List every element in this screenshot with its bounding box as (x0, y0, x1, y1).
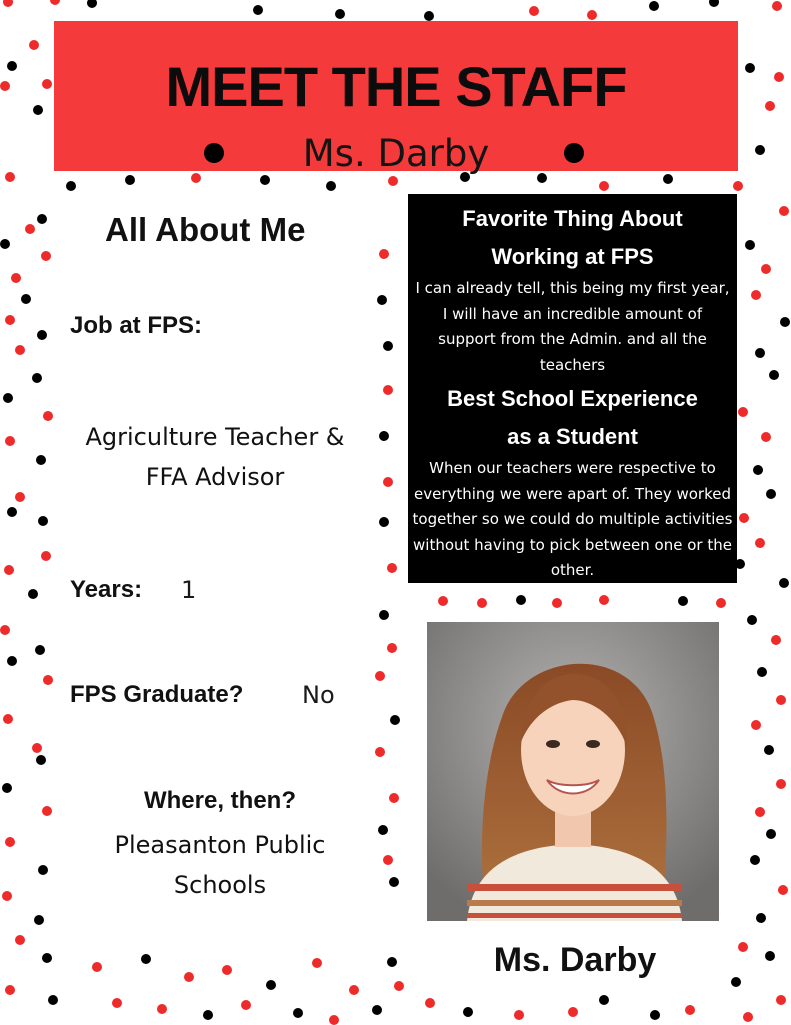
where-value (70, 825, 370, 905)
header-banner (54, 21, 738, 175)
decorative-dot (516, 595, 526, 605)
decorative-dot (241, 1000, 251, 1010)
decorative-dot (774, 72, 784, 82)
decorative-dot (5, 985, 15, 995)
decorative-dot (35, 645, 45, 655)
decorative-dot (755, 145, 765, 155)
decorative-dot (743, 1012, 753, 1022)
decorative-dot (312, 958, 322, 968)
decorative-dot (755, 538, 765, 548)
decorative-dot (112, 998, 122, 1008)
decorative-dot (375, 747, 385, 757)
decorative-dot (776, 779, 786, 789)
decorative-dot (776, 995, 786, 1005)
decorative-dot (3, 393, 13, 403)
decorative-dot (753, 465, 763, 475)
decorative-dot (0, 239, 10, 249)
decorative-dot (32, 373, 42, 383)
decorative-dot (650, 1010, 660, 1020)
decorative-dot (383, 385, 393, 395)
decorative-dot (756, 913, 766, 923)
decorative-dot (383, 477, 393, 487)
decorative-dot (157, 1004, 167, 1014)
decorative-dot (379, 610, 389, 620)
decorative-dot (765, 951, 775, 961)
decorative-dot (5, 172, 15, 182)
decorative-dot (438, 596, 448, 606)
decorative-dot (377, 295, 387, 305)
decorative-dot (41, 251, 51, 261)
decorative-dot (184, 972, 194, 982)
decorative-dot (387, 957, 397, 967)
decorative-dot (372, 1005, 382, 1015)
decorative-dot (390, 715, 400, 725)
decorative-dot (15, 345, 25, 355)
decorative-dot (649, 1, 659, 11)
decorative-dot (15, 492, 25, 502)
decorative-dot (755, 348, 765, 358)
page-title: MEET THE STAFF (165, 55, 627, 118)
staff-name-heading: Ms. Darby (302, 132, 490, 175)
decorative-dot (222, 965, 232, 975)
decorative-dot (477, 598, 487, 608)
decorative-dot (745, 240, 755, 250)
decorative-dot (42, 806, 52, 816)
decorative-dot (747, 615, 757, 625)
decorative-dot (41, 551, 51, 561)
decorative-dot (383, 341, 393, 351)
decorative-dot (709, 0, 719, 7)
decorative-dot (50, 0, 60, 5)
decorative-dot (766, 489, 776, 499)
decorative-dot (335, 9, 345, 19)
decorative-dot (769, 370, 779, 380)
decorative-dot (38, 865, 48, 875)
decorative-dot (757, 667, 767, 677)
decorative-dot (43, 675, 53, 685)
decorative-dot (738, 407, 748, 417)
decorative-dot (751, 720, 761, 730)
job-value-line: Agriculture Teacher & (85, 423, 345, 451)
decorative-dot (375, 671, 385, 681)
decorative-dot (745, 63, 755, 73)
decorative-dot (678, 596, 688, 606)
decorative-dot (388, 176, 398, 186)
decorative-dot (11, 273, 21, 283)
decorative-dot (253, 5, 263, 15)
decorative-dot (599, 181, 609, 191)
decorative-dot (514, 1010, 524, 1020)
decorative-dot (779, 206, 789, 216)
decorative-dot (568, 1007, 578, 1017)
decorative-dot (32, 743, 42, 753)
decorative-dot (260, 175, 270, 185)
decorative-dot (755, 807, 765, 817)
decorative-dot (7, 656, 17, 666)
decorative-dot (326, 181, 336, 191)
decorative-dot (776, 695, 786, 705)
decorative-dot (28, 589, 38, 599)
decorative-dot (425, 998, 435, 1008)
decorative-dot (537, 173, 547, 183)
decorative-dot (529, 6, 539, 16)
years-label: Years: (70, 576, 143, 603)
decorative-dot (37, 330, 47, 340)
decorative-dot (389, 793, 399, 803)
job-value (50, 417, 380, 497)
bullet-right-icon (564, 143, 584, 163)
decorative-dot (778, 885, 788, 895)
decorative-dot (349, 985, 359, 995)
decorative-dot (87, 0, 97, 8)
decorative-dot (42, 79, 52, 89)
decorative-dot (599, 995, 609, 1005)
decorative-dot (739, 513, 749, 523)
decorative-dot (7, 507, 17, 517)
decorative-dot (5, 315, 15, 325)
decorative-dot (4, 565, 14, 575)
decorative-dot (424, 11, 434, 21)
about-heading: All About Me (105, 211, 306, 248)
decorative-dot (191, 173, 201, 183)
decorative-dot (2, 783, 12, 793)
where-value-line: Pleasanton Public (114, 831, 326, 859)
decorative-dot (266, 980, 276, 990)
decorative-dot (387, 643, 397, 653)
decorative-dot (5, 436, 15, 446)
staff-photo (427, 622, 719, 921)
decorative-dot (761, 432, 771, 442)
decorative-dot (772, 1, 782, 11)
decorative-dot (379, 517, 389, 527)
decorative-dot (378, 825, 388, 835)
decorative-dot (0, 81, 10, 91)
decorative-dot (552, 598, 562, 608)
decorative-dot (771, 635, 781, 645)
decorative-dot (731, 977, 741, 987)
decorative-dot (733, 181, 743, 191)
decorative-dot (761, 264, 771, 274)
job-label: Job at FPS: (70, 312, 203, 339)
decorative-dot (379, 431, 389, 441)
decorative-dot (599, 595, 609, 605)
decorative-dot (663, 174, 673, 184)
decorative-dot (394, 981, 404, 991)
decorative-dot (66, 181, 76, 191)
photo-caption: Ms. Darby (493, 941, 657, 979)
decorative-dot (3, 714, 13, 724)
graduate-value: No (302, 681, 335, 709)
experience-heading: as a Student (507, 424, 638, 449)
decorative-dot (29, 40, 39, 50)
decorative-dot (3, 0, 13, 7)
decorative-dot (685, 1005, 695, 1015)
decorative-dot (750, 855, 760, 865)
decorative-dot (463, 1007, 473, 1017)
decorative-dot (387, 563, 397, 573)
decorative-dot (2, 891, 12, 901)
years-value: 1 (181, 576, 197, 604)
decorative-dot (5, 837, 15, 847)
decorative-dot (38, 516, 48, 526)
decorative-dot (36, 755, 46, 765)
graduate-label: FPS Graduate? (70, 681, 244, 708)
decorative-dot (92, 962, 102, 972)
decorative-dot (34, 915, 44, 925)
decorative-dot (15, 935, 25, 945)
decorative-dot (738, 942, 748, 952)
decorative-dot (293, 1008, 303, 1018)
decorative-dot (751, 290, 761, 300)
decorative-dot (716, 598, 726, 608)
decorative-dot (141, 954, 151, 964)
decorative-dot (383, 855, 393, 865)
decorative-dot (7, 61, 17, 71)
decorative-dot (36, 455, 46, 465)
experience-heading: Best School Experience (447, 386, 698, 411)
decorative-dot (587, 10, 597, 20)
decorative-dot (764, 745, 774, 755)
decorative-dot (765, 101, 775, 111)
decorative-dot (33, 105, 43, 115)
decorative-dot (766, 829, 776, 839)
decorative-dot (37, 214, 47, 224)
decorative-dot (779, 578, 789, 588)
favorite-heading: Working at FPS (491, 244, 654, 269)
decorative-dot (780, 317, 790, 327)
decorative-dot (0, 625, 10, 635)
decorative-dot (379, 249, 389, 259)
decorative-dot (389, 877, 399, 887)
decorative-dot (21, 294, 31, 304)
decorative-dot (203, 1010, 213, 1020)
job-value-line: FFA Advisor (145, 463, 285, 491)
experience-text: When our teachers were respective to everything we were apart of. They worked together so we could do multiple activities without having to pick between one or the other. (412, 459, 733, 579)
decorative-dot (125, 175, 135, 185)
decorative-dot (42, 953, 52, 963)
where-value-line: Schools (173, 871, 267, 899)
info-box (408, 194, 737, 583)
decorative-dot (48, 995, 58, 1005)
where-label: Where, then? (143, 787, 296, 814)
decorative-dot (25, 224, 35, 234)
favorite-text: I can already tell, this being my first year, I will have an incredible amount of support from the Admin. and all the teachers (415, 279, 730, 374)
favorite-heading: Favorite Thing About (462, 206, 683, 231)
